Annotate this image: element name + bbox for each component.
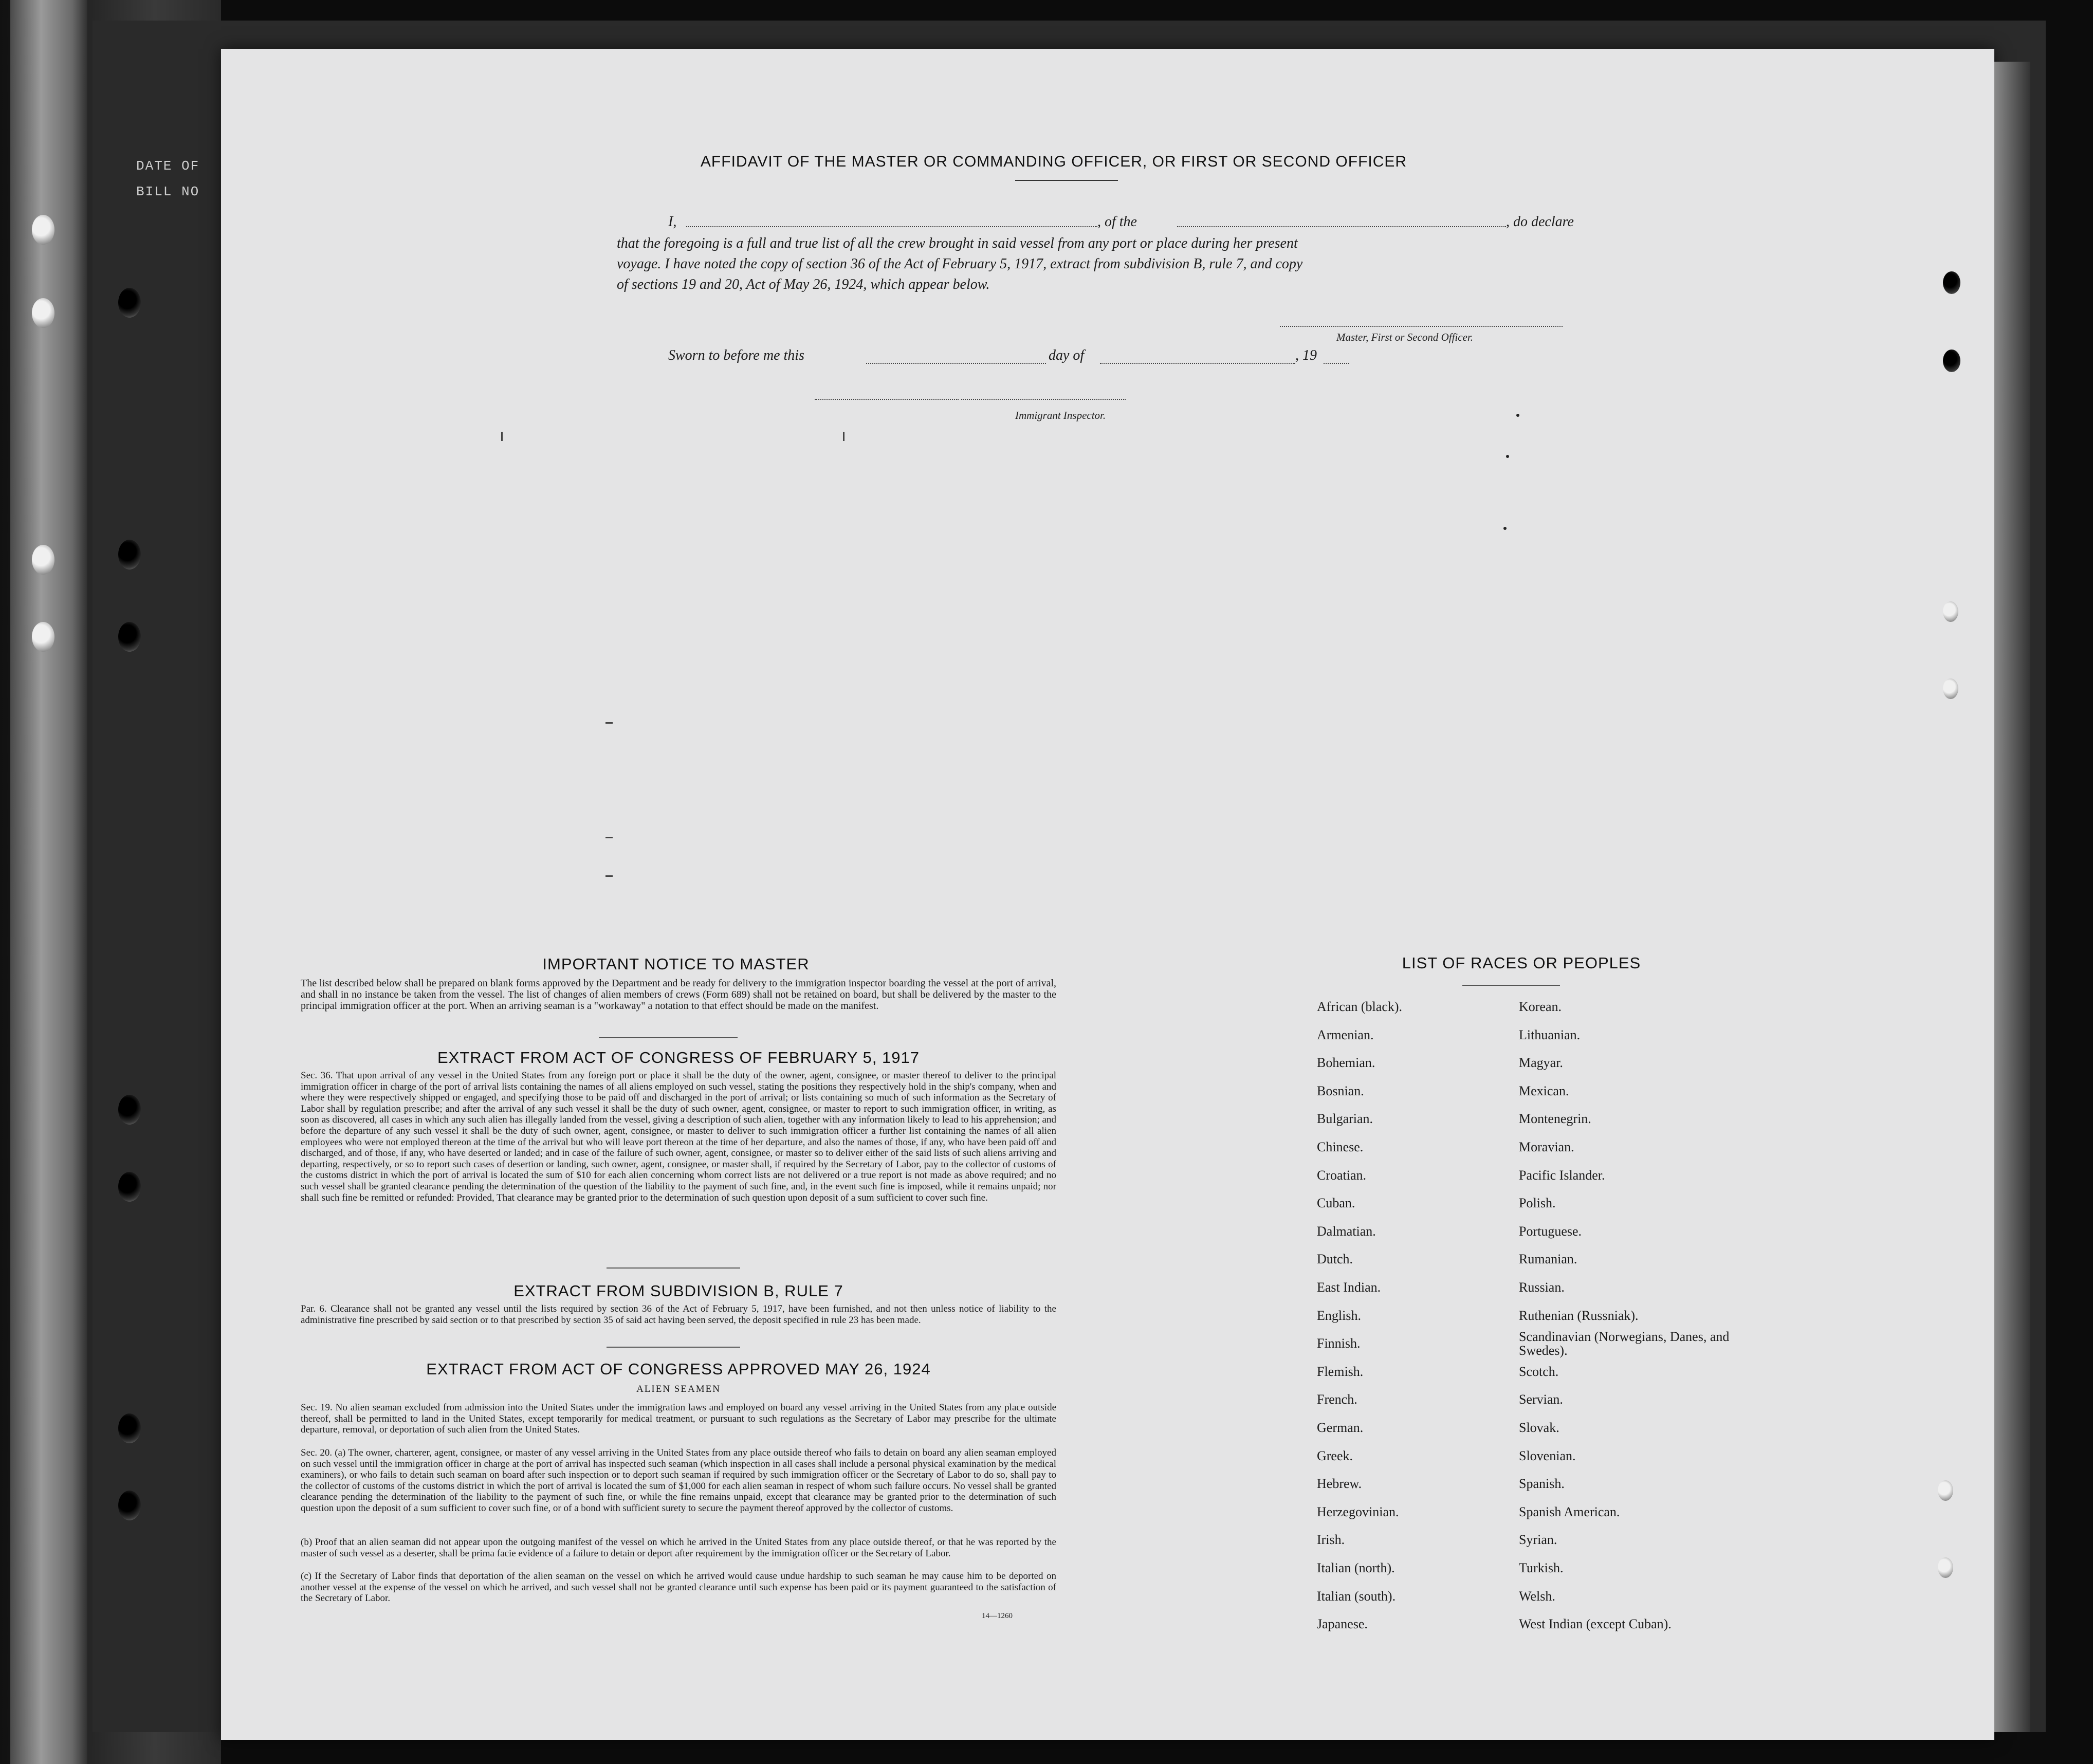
- affidavit-line-2: that the foregoing is a full and true list of all the crew brought in said vessel from any port or place during her present: [617, 235, 1298, 251]
- bleed-mark: [1506, 455, 1509, 458]
- binder-hole: [32, 545, 54, 575]
- extract-rule7-rule: [607, 1347, 740, 1348]
- affidavit-line-3: voyage. I have noted the copy of section 36 of the Act of February 5, 1917, extract from subdivision B, rule 7, and copy: [617, 256, 1303, 272]
- binder-hole: [32, 215, 54, 245]
- margin-label-bill: BILL NO: [136, 184, 200, 199]
- binder-hole: [118, 622, 141, 652]
- race-item: Japanese.: [1317, 1616, 1368, 1632]
- race-item: Ruthenian (Russniak).: [1519, 1308, 1639, 1323]
- inspector-line-a[interactable]: [815, 399, 959, 400]
- race-item: East Indian.: [1317, 1280, 1381, 1295]
- sworn-day-of: day of: [1049, 347, 1085, 363]
- race-item: Irish.: [1317, 1532, 1345, 1548]
- bleed-mark: [605, 875, 613, 877]
- extract-1917-title: EXTRACT FROM ACT OF CONGRESS OF FEBRUARY 5, 1917: [437, 1049, 920, 1067]
- affidavit-title: AFFIDAVIT OF THE MASTER OR COMMANDING OFFICER, OR FIRST OR SECOND OFFICER: [700, 153, 1407, 170]
- race-item: Moravian.: [1519, 1140, 1574, 1154]
- page-punch-hole: [1943, 350, 1960, 372]
- bleed-mark: [1516, 414, 1519, 417]
- race-item: Bulgarian.: [1317, 1111, 1373, 1127]
- race-item: Croatian.: [1317, 1167, 1367, 1183]
- race-item: Pacific Islander.: [1519, 1167, 1605, 1183]
- binder-hole: [118, 1172, 141, 1202]
- notice-text: The list described below shall be prepared on blank forms approved by the Department and be ready for delivery to the immigration inspector boarding the vessel at the port of arrival, and shall in no instance be taken from the vessel. The list of changes of alien members of crews (Form 689) shall not be retained on board, but shall be delivered by the master to the principal immigration officer at the port. When an arriving seaman is a "workaway" a notation to that effect should be made on the manifest.: [301, 978, 1056, 1012]
- race-item: Dalmatian.: [1317, 1223, 1376, 1239]
- race-item: Portuguese.: [1519, 1223, 1582, 1239]
- race-item: Turkish.: [1519, 1560, 1564, 1575]
- race-item: Bohemian.: [1317, 1055, 1375, 1071]
- extract-1924-sec20c: (c) If the Secretary of Labor finds that deportation of the alien seaman on the vessel on which he arrived would cause undue hardship to such seaman he may cause him to be deported on another vessel at the expense of the vessel on which he arrived, and such vessel shall not be granted clearance until such expense has been paid or its payment guaranteed to the satisfaction of the Secretary of Labor.: [301, 1571, 1056, 1604]
- race-item: Greek.: [1317, 1448, 1353, 1463]
- master-caption: Master, First or Second Officer.: [1336, 331, 1473, 343]
- race-item: Italian (north).: [1317, 1560, 1395, 1575]
- race-item: Herzegovinian.: [1317, 1504, 1399, 1519]
- race-item: Russian.: [1519, 1280, 1565, 1295]
- race-item: Hebrew.: [1317, 1476, 1362, 1492]
- sworn-day-line[interactable]: [866, 363, 1046, 364]
- extract-1917-rule: [607, 1267, 740, 1269]
- binder-hole: [118, 1491, 141, 1520]
- race-item: African (black).: [1317, 999, 1403, 1014]
- sworn-year-line[interactable]: [1324, 363, 1349, 364]
- affidavit-of-the: , of the: [1097, 214, 1137, 230]
- binder-hole: [118, 288, 141, 318]
- race-item: Slovenian.: [1519, 1448, 1576, 1463]
- notice-rule: [599, 1037, 738, 1038]
- affidavit-i: I,: [668, 214, 677, 230]
- inspector-line-b[interactable]: [961, 399, 1126, 400]
- race-item: Magyar.: [1519, 1055, 1563, 1071]
- affidavit-name-line[interactable]: [686, 226, 1097, 227]
- race-item: English.: [1317, 1308, 1361, 1323]
- extract-1924-title: EXTRACT FROM ACT OF CONGRESS APPROVED MAY 26, 1924: [426, 1360, 931, 1378]
- race-item: Spanish.: [1519, 1476, 1565, 1492]
- margin-label-date: DATE OF: [136, 158, 200, 174]
- races-rule: [1462, 985, 1560, 986]
- page-edge-shadow: [1994, 62, 2030, 1732]
- race-item: Bosnian.: [1317, 1083, 1364, 1098]
- binder-hole: [118, 1095, 141, 1125]
- page-punch-hole: [1943, 678, 1958, 699]
- race-item: Syrian.: [1519, 1532, 1557, 1548]
- extract-1924-subtitle: ALIEN SEAMEN: [636, 1384, 721, 1394]
- race-item: Mexican.: [1519, 1083, 1569, 1098]
- extract-rule7-text: Par. 6. Clearance shall not be granted any vessel until the lists required by section 36 of the Act of February 5, 1917, have been furnished, and not then unless notice of liability to the administrative fine prescribed by said section or to that prescribed by section 35 of said act having been served, the deposit specified in rule 23 has been made.: [301, 1303, 1056, 1326]
- race-item: Welsh.: [1519, 1588, 1555, 1604]
- extract-rule7-title: EXTRACT FROM SUBDIVISION B, RULE 7: [513, 1282, 843, 1300]
- binder-hole: [32, 622, 54, 652]
- race-item: Polish.: [1519, 1196, 1556, 1211]
- race-item: Lithuanian.: [1519, 1027, 1581, 1042]
- affidavit-line-4: of sections 19 and 20, Act of May 26, 1924, which appear below.: [617, 277, 990, 292]
- race-item: Dutch.: [1317, 1252, 1353, 1267]
- sworn-prefix: Sworn to before me this: [668, 347, 804, 363]
- race-item: Italian (south).: [1317, 1588, 1396, 1604]
- page-punch-hole: [1943, 271, 1960, 294]
- race-item: Chinese.: [1317, 1140, 1364, 1154]
- binder-hole: [118, 540, 141, 569]
- page-punch-hole: [1938, 1480, 1953, 1501]
- sworn-month-line[interactable]: [1100, 363, 1295, 364]
- race-item: Flemish.: [1317, 1364, 1364, 1379]
- bleed-mark: [843, 432, 844, 441]
- race-item: Servian.: [1519, 1392, 1563, 1407]
- bleed-mark: [1503, 527, 1507, 530]
- affidavit-do-declare: , do declare: [1506, 214, 1574, 230]
- extract-1924-sec19: Sec. 19. No alien seaman excluded from admission into the United States under the immigration laws and employed on board any vessel arriving in the United States from any place outside thereof, shall be permitted to land in the United States, except temporarily for medical treatment, or pursuant to such regulations as the Secretary of Labor may prescribe for the ultimate departure, removal, or deportation of such alien from the United States.: [301, 1402, 1056, 1436]
- bleed-mark: [501, 432, 503, 441]
- race-item: Slovak.: [1519, 1420, 1559, 1435]
- form-number: 14—1260: [982, 1612, 1013, 1620]
- sworn-year: , 19: [1295, 347, 1317, 363]
- inspector-caption: Immigrant Inspector.: [1015, 409, 1106, 421]
- binder-hole: [32, 298, 54, 328]
- bleed-mark: [605, 722, 613, 724]
- extract-1917-text: Sec. 36. That upon arrival of any vessel in the United States from any foreign port or place it shall be the duty of the owner, agent, consignee, or master thereof to deliver to the principal immigration officer in charge of the port of arrival lists containing the names of all aliens employed on such vessel, stating the positions they respectively hold in the ship's company, when and where they were respectively shipped or engaged, and specifying those to be paid off and discharged in the port of arrival; or lists containing so much of such information as the Secretary of Labor shall by regulation prescribe; and after the arrival of any such vessel it shall be the duty of such owner, agent, consignee, or master to report to such immigration officer, in writing, as soon as discovered, all cases in which any such alien has illegally landed from the vessel, giving a description of such alien, together with any information likely to lead to his apprehension; and before the departure of any such vessel it shall be the duty of such owner, agent, consignee, or master to deliver to such immigration officer a further list containing the names of all alien employees who were not employed thereon at the time of the arrival but who will leave port thereon at the time of her departure, and also the names of those, if any, who have been paid off and discharged, and of those, if any, who have deserted or landed; and in case of the failure of such owner, agent, consignee, or master so to deliver either of the said lists of such aliens arriving and departing, respectively, or so to report such cases of desertion or landing, such owner, agent, consignee, or master shall, if required by the Secretary of Labor, pay to the collector of customs of the customs district in which the port of arrival is located the sum of $10 for each alien concerning whom correct lists are not delivered or a true report is not made as above required; and no such vessel shall be granted clearance pending the determination of the question of the liability to the payment of such fine, and, in the event such fine is imposed, while it remains unpaid; nor shall such fine be remitted or refunded: Provided, That clearance may be granted prior to the determination of such question upon deposit of a sum sufficient to cover such fine.: [301, 1070, 1056, 1203]
- master-signature-line[interactable]: [1280, 326, 1563, 327]
- race-item: West Indian (except Cuban).: [1519, 1616, 1672, 1632]
- race-item: Armenian.: [1317, 1027, 1374, 1042]
- race-item: Finnish.: [1317, 1336, 1361, 1351]
- race-item: Scandinavian (Norwegians, Danes, and Swedes).: [1519, 1329, 1730, 1358]
- extract-1924-sec20a: Sec. 20. (a) The owner, charterer, agent, consignee, or master of any vessel arriving in the United States from any place outside thereof who fails to detain on board any alien seaman employed on such vessel until the immigration officer in charge at the port of arrival has inspected such seaman (which inspection in all cases shall include a personal physical examination by the medical examiners), or who fails to detain such seaman on board after such inspection or to deport such seaman if required by such immigration officer or the Secretary of Labor to do so, shall pay to the collector of customs of the customs district in which the port of arrival is located the sum of $1,000 for each alien seaman in respect of whom such failure occurs. No vessel shall be granted clearance pending the determination of the liability to the payment of such fine, or while the fine remains unpaid, except that clearance may be granted prior to the determination of such question upon the deposit of a sum sufficient to cover such fine, or of a bond with sufficient surety to secure the payment thereof approved by the collector of customs.: [301, 1447, 1056, 1514]
- affidavit-vessel-line[interactable]: [1177, 226, 1506, 227]
- bleed-mark: [605, 837, 613, 838]
- race-item: Spanish American.: [1519, 1504, 1620, 1519]
- races-title: LIST OF RACES OR PEOPLES: [1402, 954, 1641, 972]
- page-punch-hole: [1938, 1557, 1953, 1578]
- race-item: French.: [1317, 1392, 1357, 1407]
- binder-hole: [118, 1413, 141, 1443]
- race-item: German.: [1317, 1420, 1364, 1435]
- race-item: Rumanian.: [1519, 1252, 1577, 1267]
- race-item: Scotch.: [1519, 1364, 1559, 1379]
- race-item: Cuban.: [1317, 1196, 1355, 1211]
- race-item: Montenegrin.: [1519, 1111, 1591, 1127]
- race-item: Korean.: [1519, 999, 1562, 1014]
- notice-title: IMPORTANT NOTICE TO MASTER: [542, 955, 810, 973]
- extract-1924-sec20b: (b) Proof that an alien seaman did not appear upon the outgoing manifest of the vessel on which he arrived in the United States from any place outside thereof, or that he was reported by the master of such vessel as a deserter, shall be prima facie evidence of a failure to detain or deport after requirement by the immigration officer or the Secretary of Labor.: [301, 1537, 1056, 1559]
- page-punch-hole: [1943, 601, 1958, 622]
- affidavit-title-rule: [1015, 180, 1118, 181]
- binder-edge: [10, 0, 87, 1764]
